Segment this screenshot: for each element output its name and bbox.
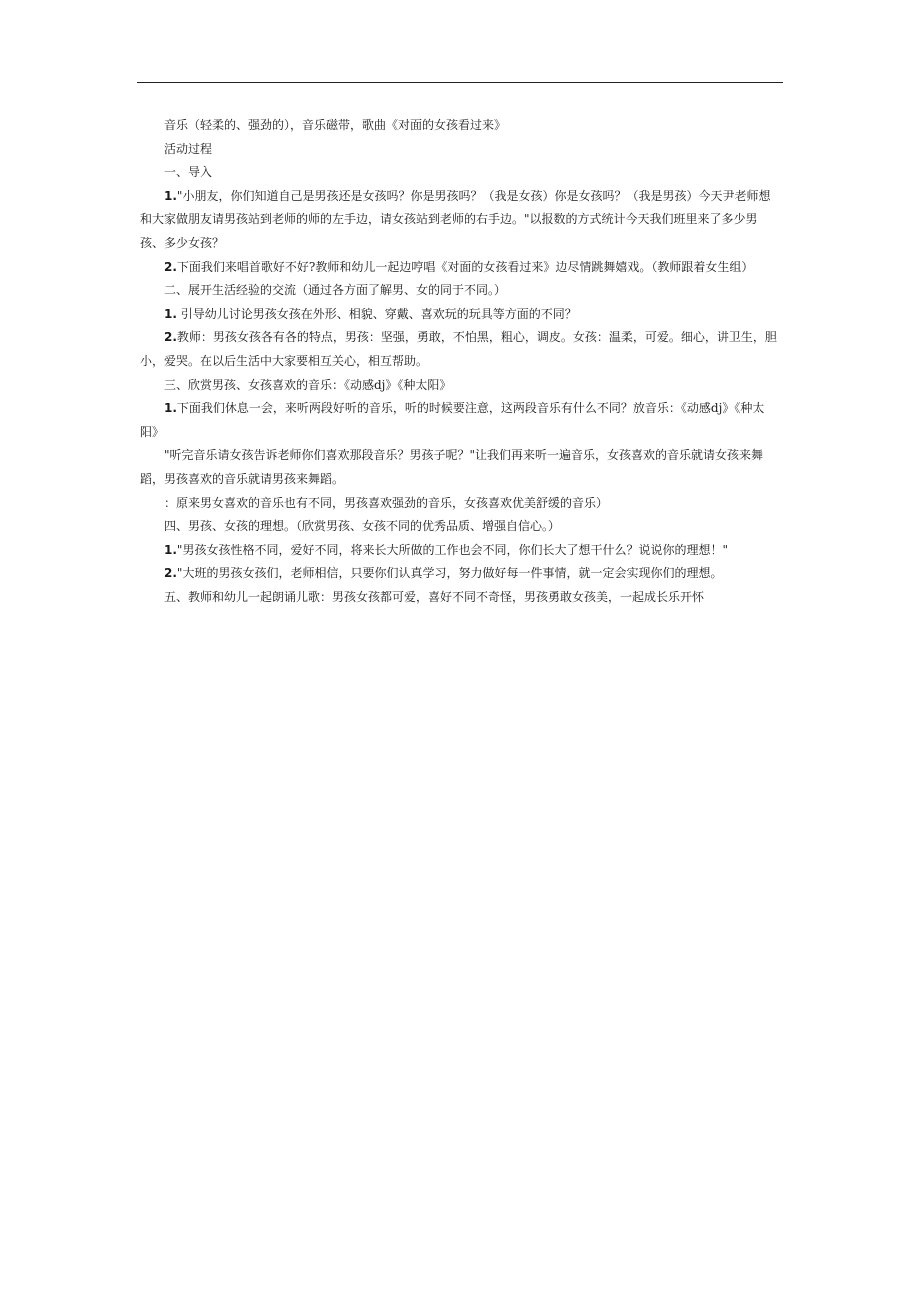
- section-heading-5: 五、教师和幼儿一起朗诵儿歌：男孩女孩都可爱，喜好不同不奇怪，男孩勇敢女孩美，一起成长乐开怀: [164, 589, 705, 604]
- section-heading-4: 四、男孩、女孩的理想。（欣赏男孩、女孩不同的优秀品质、增强自信心。）: [164, 519, 561, 534]
- header-rule: [137, 82, 783, 83]
- section-heading-process: 活动过程: [164, 141, 213, 156]
- paragraph-intro-1: 1."小朋友，你们知道自己是男孩还是女孩吗？你是男孩吗？（我是女孩）你是女孩吗？（我是男孩）今天尹老师想和大家做朋友请男孩站到老师的师的左手边，请女孩站到老师的右手边。"以报数的方式统计今天我们班里来了多少男孩、多少女孩？: [140, 188, 771, 250]
- item-number: 1.: [164, 401, 177, 416]
- document-body: [140, 114, 780, 609]
- section-heading-1: 一、导入: [164, 165, 213, 180]
- section-heading-3: 三、欣赏男孩、女孩喜欢的音乐：《动感dj》《种太阳》: [164, 377, 452, 392]
- paragraph-ideal-1: 1."男孩女孩性格不同，爱好不同，将来长大所做的工作也会不同，你们长大了想干什么？说说你的理想！": [164, 542, 728, 557]
- item-number: 1.: [164, 542, 177, 557]
- paragraph-intro-2: 2.下面我们来唱首歌好不好?教师和幼儿一起边哼唱《对面的女孩看过来》边尽情跳舞嬉戏。（教师跟着女生组）: [164, 259, 754, 274]
- paragraph-exchange-1: 1. 引导幼儿讨论男孩女孩在外形、相貌、穿戴、喜欢玩的玩具等方面的不同？: [164, 306, 577, 321]
- paragraph-music-summary: ：原来男女喜欢的音乐也有不同，男孩喜欢强劲的音乐，女孩喜欢优美舒缓的音乐）: [164, 495, 609, 510]
- materials-paragraph: 音乐（轻柔的、强劲的），音乐磁带，歌曲《对面的女孩看过来》: [164, 118, 507, 132]
- item-number: 2.: [164, 259, 177, 274]
- item-number: 1.: [164, 306, 177, 321]
- paragraph-music-2: "听完音乐请女孩告诉老师你们喜欢那段音乐？男孩子呢？"让我们再来听一遍音乐，女孩喜欢的音乐就请女孩来舞蹈，男孩喜欢的音乐就请男孩来舞蹈。: [140, 448, 764, 486]
- item-number: 2.: [164, 566, 177, 581]
- item-number: 1.: [164, 188, 177, 203]
- section-heading-2: 二、展开生活经验的交流（通过各方面了解男、女的同于不同。）: [164, 283, 507, 298]
- paragraph-ideal-2: 2."大班的男孩女孩们，老师相信，只要你们认真学习，努力做好每一件事情，就一定会实现你们的理想。: [164, 566, 723, 581]
- item-number: 2.: [164, 330, 177, 345]
- paragraph-exchange-2: 2.教师：男孩女孩各有各的特点，男孩：坚强，勇敢，不怕黑，粗心，调皮。女孩：温柔，可爱。细心，讲卫生，胆小，爱哭。在以后生活中大家要相互关心，相互帮助。: [140, 330, 777, 368]
- paragraph-music-1: 1.下面我们休息一会，来听两段好听的音乐，听的时候要注意，这两段音乐有什么不同？放音乐：《动感dj》《种太阳》: [140, 401, 765, 439]
